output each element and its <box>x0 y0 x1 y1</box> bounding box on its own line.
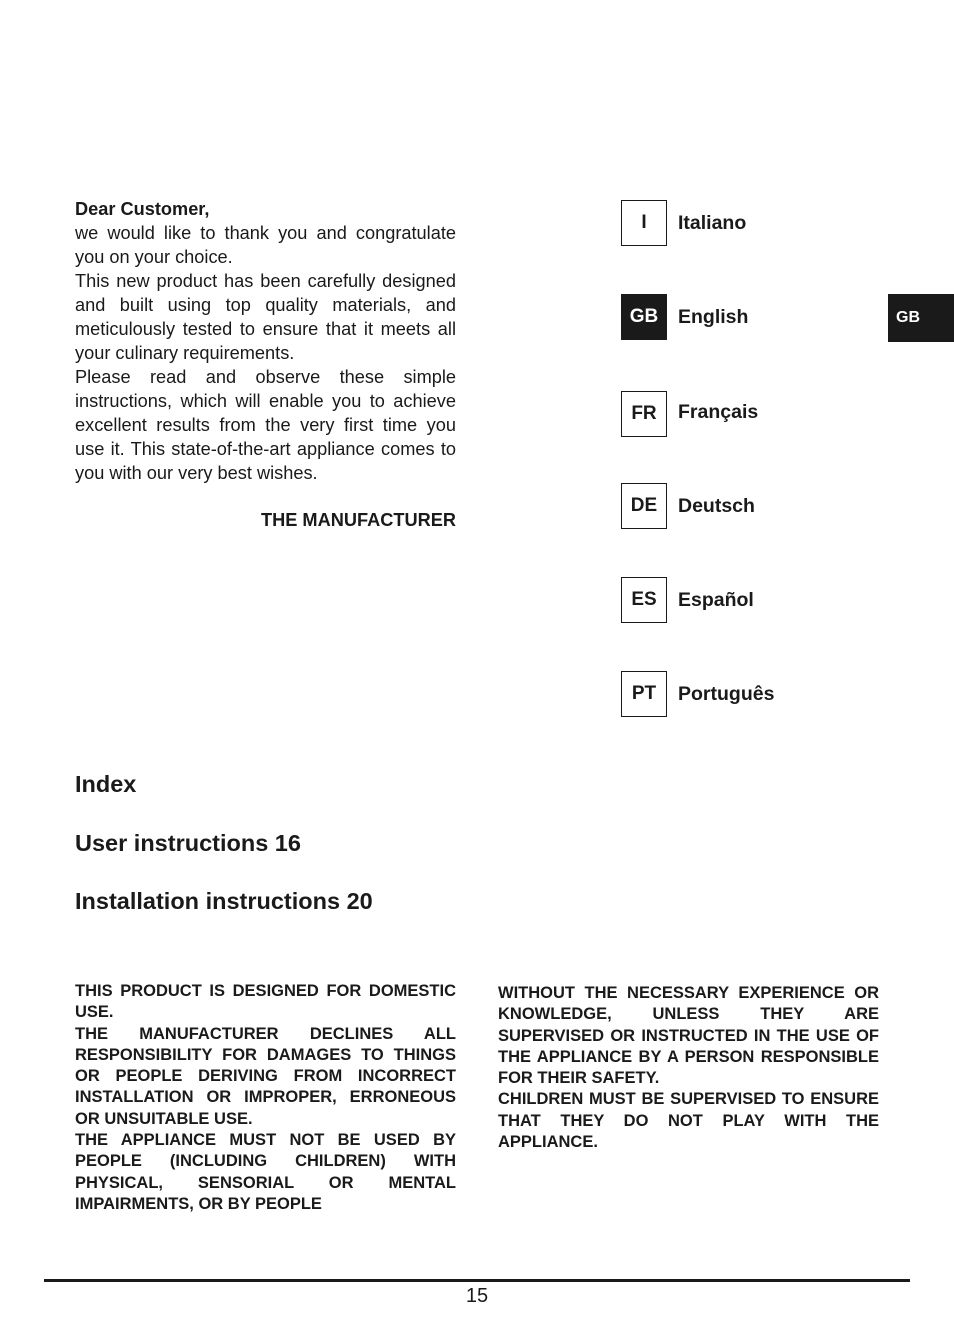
index-item-user-instructions[interactable]: User instructions 16 <box>75 830 301 856</box>
warning-paragraph: CHILDREN MUST BE SUPERVISED TO ENSURE THAT THEY DO NOT PLAY WITH THE APPLIANCE. <box>498 1090 879 1152</box>
greeting-paragraph: we would like to thank you and congratulate you on your choice. <box>75 223 456 267</box>
language-name: Español <box>678 589 754 611</box>
warning-paragraph: THIS PRODUCT IS DESIGNED FOR DOMESTIC USE. <box>75 982 456 1022</box>
language-code: I <box>621 200 667 246</box>
warning-paragraph: WITHOUT THE NECESSARY EXPERIENCE OR KNOWLEDGE, UNLESS THEY ARE SUPERVISED OR INSTRUCTED IN THE USE OF THE APPLIANCE BY A PERSON RESPONSIBLE FOR THEIR SAFETY. <box>498 984 879 1088</box>
index-item-installation-instructions[interactable]: Installation instructions 20 <box>75 888 373 914</box>
language-code: GB <box>621 294 667 340</box>
page-number: 15 <box>465 1285 489 1307</box>
side-language-tab: GB <box>888 294 954 342</box>
warning-paragraph: THE MANUFACTURER DECLINES ALL RESPONSIBILITY FOR DAMAGES TO THINGS OR PEOPLE DERIVING FROM INCORRECT INSTALLATION OR IMPROPER, ERRONEOUS OR UNSUITABLE USE. <box>75 1024 456 1128</box>
language-name: Deutsch <box>678 495 755 517</box>
greeting-paragraph: This new product has been carefully designed and built using top quality materials, and meticulously tested to ensure that it meets all your culinary requirements. <box>75 271 456 363</box>
language-code: FR <box>621 391 667 437</box>
salutation: Dear Customer, <box>75 199 210 219</box>
language-name: Italiano <box>678 212 747 234</box>
index-heading: Index <box>75 771 137 797</box>
language-name: English <box>678 306 749 328</box>
warning-column-right <box>498 983 879 1153</box>
greeting-letter <box>75 197 456 485</box>
language-name: Français <box>678 401 759 423</box>
signature: THE MANUFACTURER <box>261 510 456 530</box>
greeting-paragraph: Please read and observe these simple instructions, which will enable you to achieve excellent results from the very first time you use it. This state-of-the-art appliance comes to you with our very best wishes. <box>75 367 456 483</box>
warning-paragraph: THE APPLIANCE MUST NOT BE USED BY PEOPLE (INCLUDING CHILDREN) WITH PHYSICAL, SENSORIAL OR MENTAL IMPAIRMENTS, OR BY PEOPLE <box>75 1131 456 1213</box>
warning-column-left <box>75 981 456 1215</box>
footer-divider <box>44 1279 910 1282</box>
language-code: ES <box>621 577 667 623</box>
language-code: DE <box>621 483 667 529</box>
language-name: Português <box>678 683 775 705</box>
language-code: PT <box>621 671 667 717</box>
